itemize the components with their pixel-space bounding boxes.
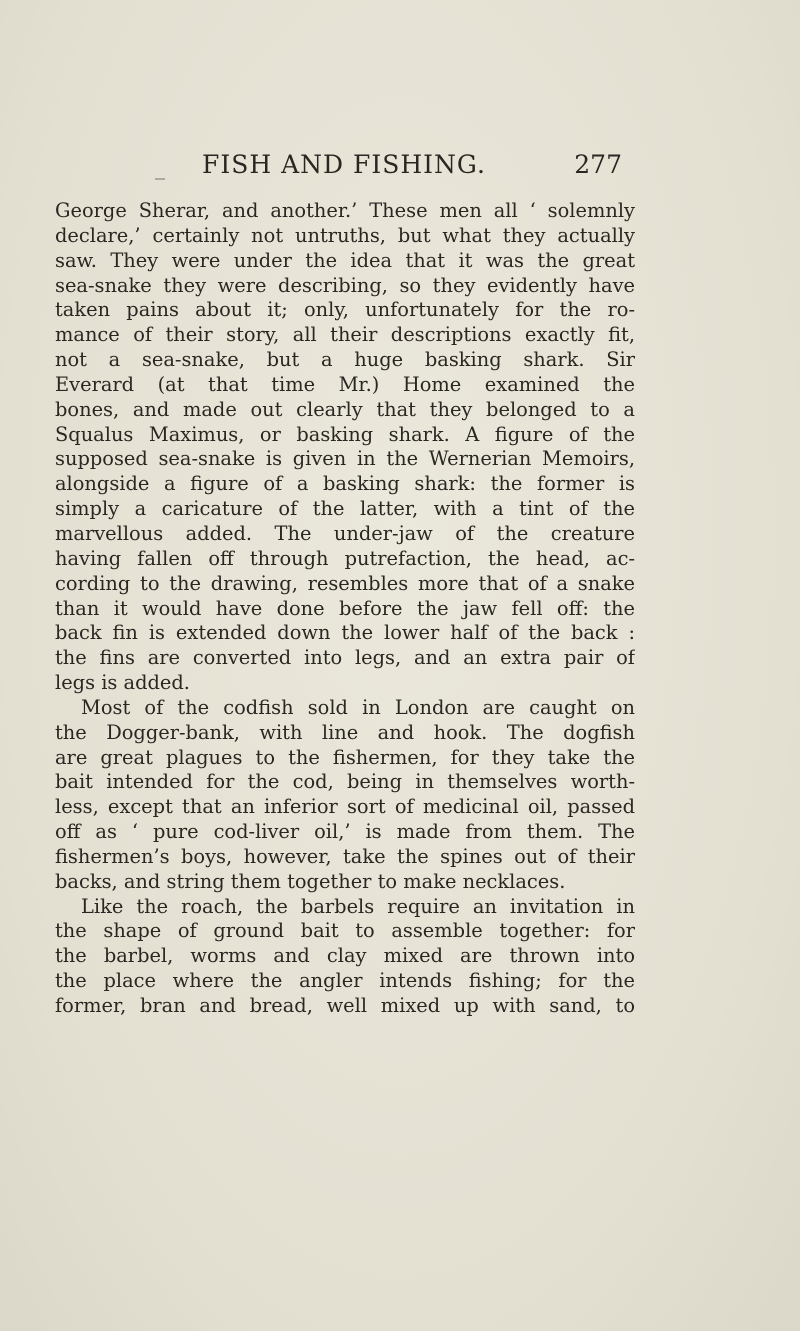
page-header <box>202 150 622 186</box>
text-line: Squalus Maximus, or basking shark. A figure of the <box>55 422 635 446</box>
text-line: are great plagues to the fishermen, for they take the <box>55 745 635 769</box>
text-line: the barbel, worms and clay mixed are thrown into <box>55 944 635 968</box>
text-line: simply a caricature of the latter, with a tint of the <box>55 497 635 521</box>
text-line: the fins are converted into legs, and an extra pair of <box>55 646 635 670</box>
text-line: bones, and made out clearly that they belonged to a <box>55 397 635 421</box>
running-title: FISH AND FISHING. <box>202 150 486 179</box>
text-line: the shape of ground bait to assemble together: for <box>55 919 635 943</box>
text-line: than it would have done before the jaw fell off: the <box>55 596 635 620</box>
text-line: alongside a figure of a basking shark: the former is <box>55 472 635 496</box>
text-line: taken pains about it; only, unfortunately for the ro- <box>55 298 635 322</box>
text-line: the place where the angler intends fishing; for the <box>55 969 635 993</box>
text-line: former, bran and bread, well mixed up with sand, to <box>55 994 635 1017</box>
text-line: Everard (at that time Mr.) Home examined the <box>55 372 635 396</box>
paragraph-start-line: Most of the codfish sold in London are caught on <box>81 695 635 719</box>
text-line: saw. They were under the idea that it was the great <box>55 248 635 272</box>
text-line: George Sherar, and another.’ These men all ‘ solemnly <box>55 199 635 222</box>
text-line: off as ‘ pure cod-liver oil,’ is made from them. The <box>55 820 635 844</box>
text-line: supposed sea-snake is given in the Wernerian Memoirs, <box>55 447 635 471</box>
text-line: sea-snake they were describing, so they evidently have <box>55 273 635 297</box>
text-line: not a sea-snake, but a huge basking shark. Sir <box>55 348 635 372</box>
text-line: the Dogger-bank, with line and hook. The dogfish <box>55 720 635 744</box>
text-line: declare,’ certainly not untruths, but what they actually <box>55 223 635 247</box>
text-line: mance of their story, all their descriptions exactly fit, <box>55 323 635 347</box>
text-line: back fin is extended down the lower half of the back : <box>55 621 635 645</box>
text-line: legs is added. <box>55 671 190 695</box>
text-line: bait intended for the cod, being in themselves worth- <box>55 770 635 794</box>
text-line: backs, and string them together to make necklaces. <box>55 869 566 893</box>
text-line: having fallen off through putrefaction, the head, ac- <box>55 546 635 570</box>
paragraph-start-line: Like the roach, the barbels require an invitation in <box>81 894 635 918</box>
text-line: cording to the drawing, resembles more that of a snake <box>55 571 635 595</box>
text-line: marvellous added. The under-jaw of the creature <box>55 521 635 545</box>
ink-speck <box>155 178 165 180</box>
text-line: fishermen’s boys, however, take the spines out of their <box>55 844 635 868</box>
text-line: less, except that an inferior sort of medicinal oil, passed <box>55 795 635 819</box>
page-number: 277 <box>574 150 622 179</box>
body-text <box>55 199 635 1019</box>
